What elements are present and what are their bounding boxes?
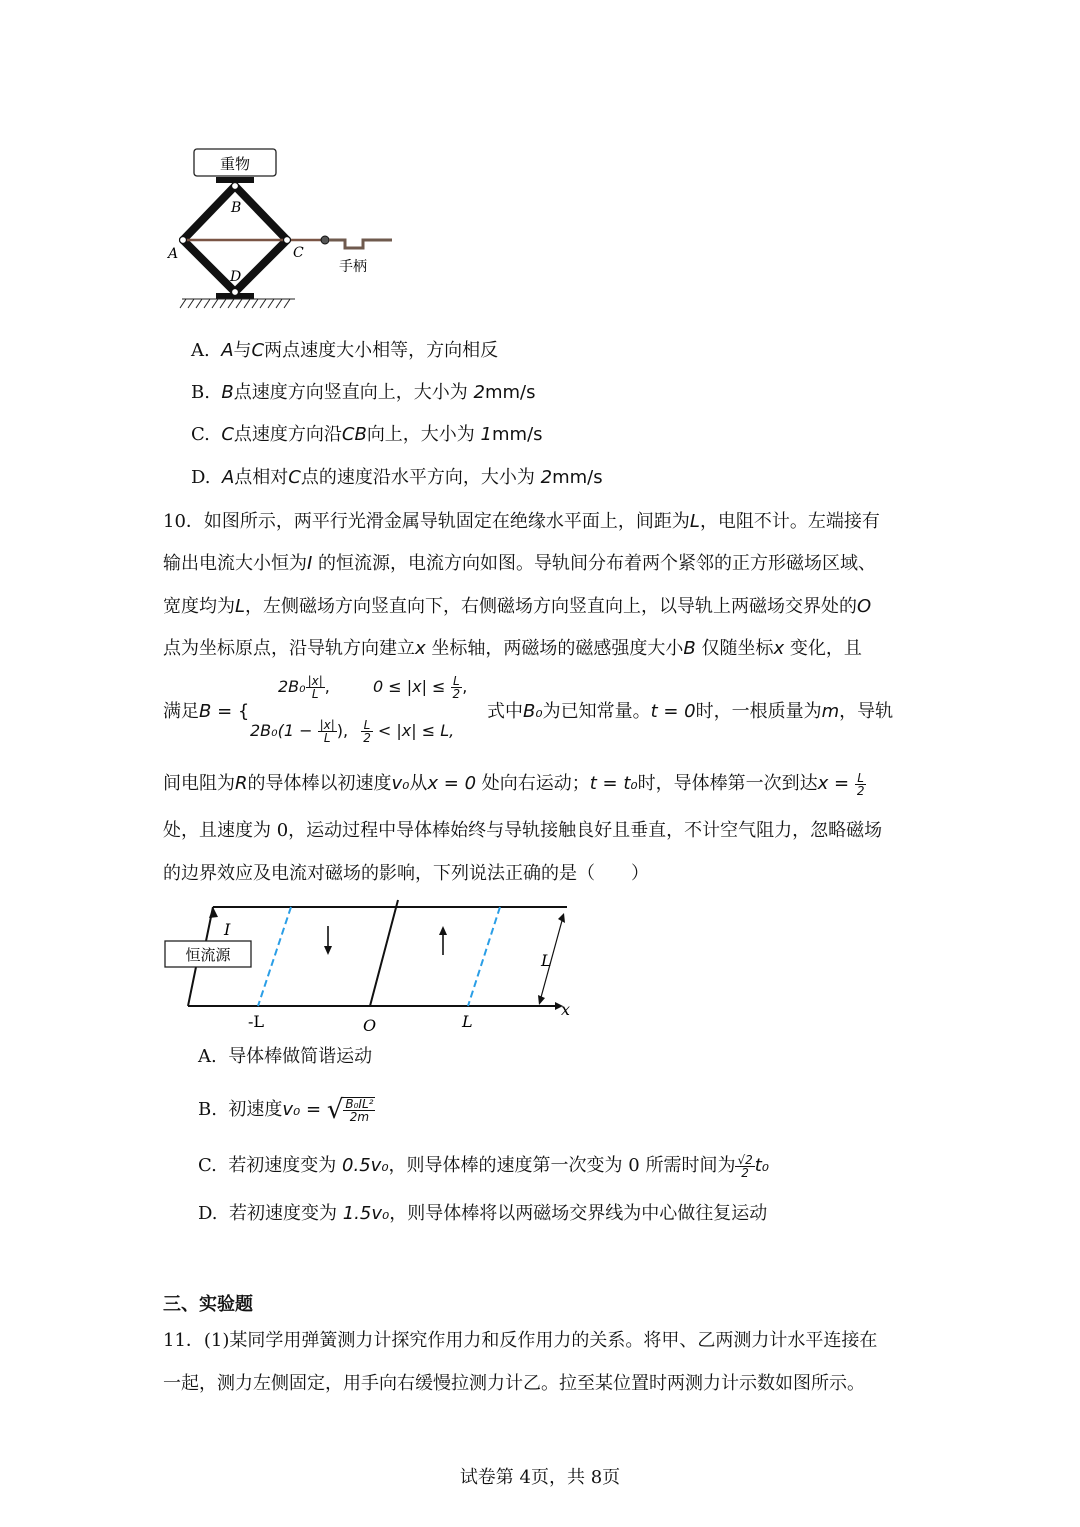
q9-option-b: B. B点速度方向竖直向上，大小为 2mm/s (191, 382, 536, 403)
page-footer: 试卷第 4页，共 8页 (459, 1467, 621, 1488)
label-A: A (168, 246, 179, 262)
q11-line-2: 一起，测力左侧固定，用手向右缓慢拉测力计乙。拉至某位置时两测力计示数如图所示。 (163, 1373, 865, 1394)
width-arrow-bottom (538, 995, 545, 1005)
q10-option-b: B. 初速度v₀ = √ $\frac{\text{B₀IL²}}{2m}$ (198, 1095, 374, 1125)
pivot-A (180, 237, 187, 244)
piecewise-case-1: 2B₀ $\frac{|x|}{L}$ , 0 ≤ |x| ≤ $\frac{L}{2}$ , (278, 674, 468, 701)
label-B: B (231, 200, 242, 216)
handle-label: 手柄 (339, 259, 367, 275)
tick-origin: O (363, 1016, 377, 1035)
current-source-label: 恒流源 (185, 946, 231, 964)
screw-nut (321, 236, 329, 244)
tick-neg-L: -L (248, 1012, 265, 1031)
weight-label: 重物 (219, 155, 251, 173)
current-label: I (224, 920, 231, 939)
pivot-C (284, 237, 291, 244)
q10-option-a: A. 导体棒做简谐运动 (198, 1046, 373, 1067)
scissor-jack-figure (160, 140, 410, 320)
label-D: D (230, 269, 242, 285)
q10-line-3: 宽度均为L，左侧磁场方向竖直向下，右侧磁场方向竖直向上，以导轨上两磁场交界处的O (163, 596, 872, 617)
current-arrow (209, 907, 218, 918)
q10-line-7: 处，且速度为 0，运动过程中导体棒始终与导轨接触良好且垂直，不计空气阻力，忽略磁场 (163, 820, 883, 841)
q10-line-1: 10．如图所示，两平行光滑金属导轨固定在绝缘水平面上，间距为L，电阻不计。左端接有 (163, 511, 880, 532)
q9-option-d: D. A点相对C点的速度沿水平方向，大小为 2mm/s (191, 467, 603, 488)
q9-option-a: A. A与C两点速度大小相等，方向相反 (191, 340, 499, 361)
q10-line-5-end: 式中B₀为已知常量。t = 0时，一根质量为m，导轨 (487, 701, 894, 722)
tick-pos-L: L (462, 1012, 473, 1031)
ground-hatch (180, 299, 295, 308)
field-up-arrowhead (439, 926, 447, 935)
q10-line-4: 点为坐标原点，沿导轨方向建立x 坐标轴，两磁场的磁感强度大小B 仅随坐标x 变化，且 (163, 638, 862, 659)
boundary-left (258, 907, 291, 1006)
rail-field-figure (160, 895, 590, 1040)
piecewise-case-2: 2B₀(1 − $\frac{|x|}{L}$ ), $\frac{L}{2}$ < |x| ≤ L, (250, 718, 455, 745)
section-title: 三、实验题 (163, 1294, 253, 1315)
handle (329, 240, 392, 248)
q11-line-1: 11．(1)某同学用弹簧测力计探究作用力和反作用力的关系。将甲、乙两测力计水平连接在 (163, 1330, 878, 1351)
pivot-B (232, 183, 239, 190)
label-C: C (293, 245, 304, 261)
q10-line-5-start: 满足B = { (163, 701, 250, 722)
conductor-rod (370, 900, 398, 1006)
q10-line-6: 间电阻为R的导体棒以初速度v₀从x = 0 处向右运动；t = t₀时，导体棒第一次到达x = $\frac{L}{2}$ (163, 770, 865, 798)
q10-line-2: 输出电流大小恒为I 的恒流源，电流方向如图。导轨间分布着两个紧邻的正方形磁场区域、 (163, 553, 877, 574)
q10-line-8: 的边界效应及电流对磁场的影响，下列说法正确的是（ ） (163, 863, 649, 884)
left-edge-bottom (188, 967, 196, 1006)
q10-option-c: C. 若初速度变为 0.5v₀，则导体棒的速度第一次变为 0 所需时间为 $\frac{√2}{2}$ t₀ (198, 1152, 770, 1180)
width-label: L (541, 951, 552, 970)
q10-option-d: D. 若初速度变为 1.5v₀，则导体棒将以两磁场交界线为中心做往复运动 (198, 1203, 768, 1224)
q9-option-c: C. C点速度方向沿CB向上，大小为 1mm/s (191, 424, 543, 445)
pivot-D (232, 289, 239, 296)
x-axis-label: x (561, 1000, 571, 1019)
boundary-right (468, 907, 500, 1006)
field-down-arrowhead (324, 946, 332, 955)
